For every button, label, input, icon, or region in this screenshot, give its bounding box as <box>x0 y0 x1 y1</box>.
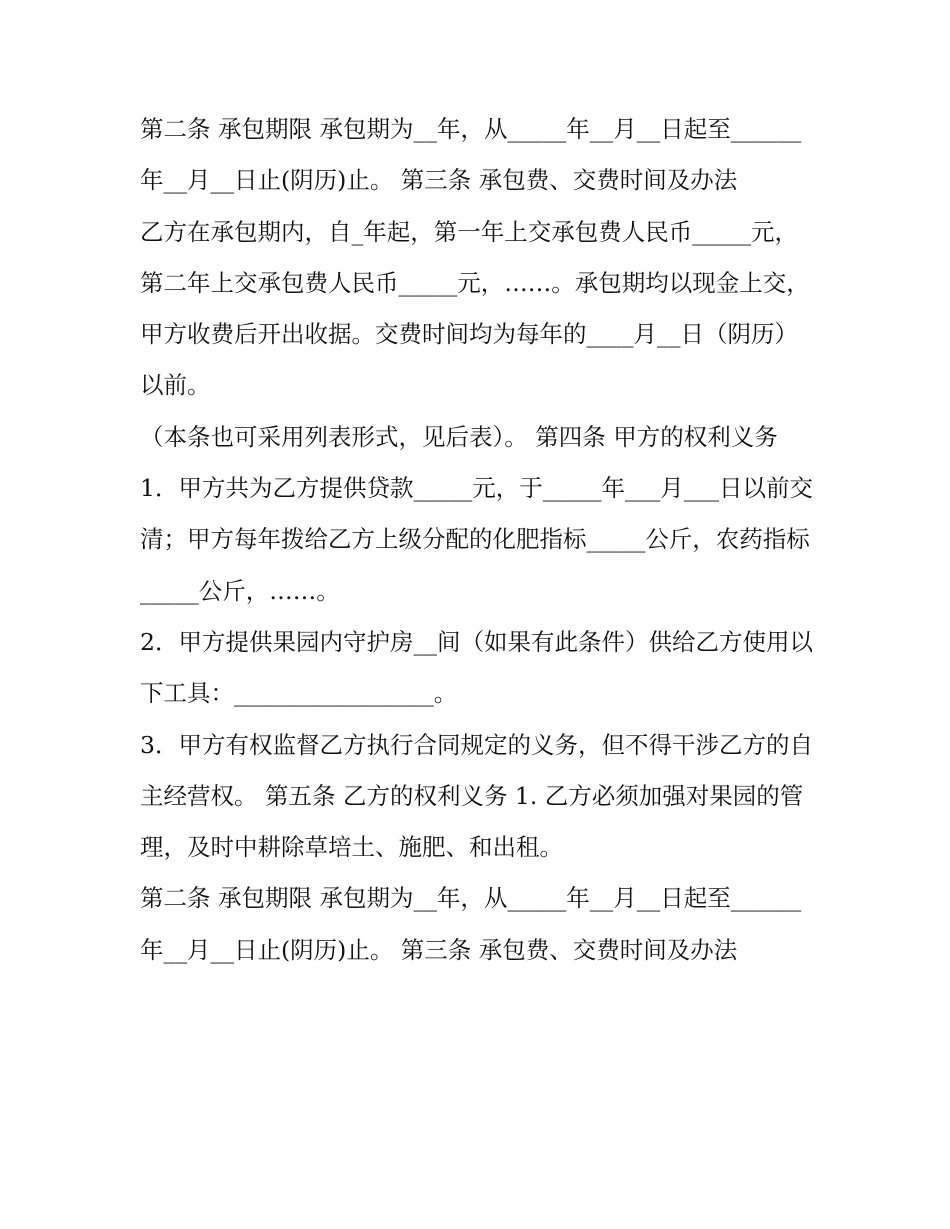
paragraph-item-3-supervision: 3．甲方有权监督乙方执行合同规定的义务，但不得干涉乙方的自主经营权。 第五条 乙方的权利义务 1. 乙方必须加强对果园的管理，及时中耕除草培土、施肥、和出租。 <box>140 730 813 862</box>
paragraph-item-1-loan: 1．甲方共为乙方提供贷款_____元，于_____年___月___日以前交清；甲方每年拨给乙方上级分配的化肥指标_____公斤，农药指标_____公斤，……。 <box>140 474 813 605</box>
paragraph-article-2-term-repeat: 第二条 承包期限 承包期为__年，从_____年__月__日起至______年__月__日止(阴历)止。 第三条 承包费、交费时间及办法 <box>140 884 802 964</box>
paragraph-article-2-term: 第二条 承包期限 承包期为__年，从_____年__月__日起至______年__月__日止(阴历)止。 第三条 承包费、交费时间及办法 <box>140 115 802 195</box>
document-page <box>140 104 820 976</box>
paragraph-item-2-guardhouse: 2．甲方提供果园内守护房__间（如果有此条件）供给乙方使用以下工具：_________________。 <box>140 627 813 708</box>
paragraph-article-4-heading: （本条也可采用列表形式，见后表）。 第四条 甲方的权利义务 <box>140 422 778 451</box>
paragraph-contract-fee: 乙方在承包期内，自_年起，第一年上交承包费人民币_____元，第二年上交承包费人民币_____元，……。承包期均以现金上交，甲方收费后开出收据。交费时间均为每年的____月__日（阴历）以前。 <box>140 217 810 400</box>
